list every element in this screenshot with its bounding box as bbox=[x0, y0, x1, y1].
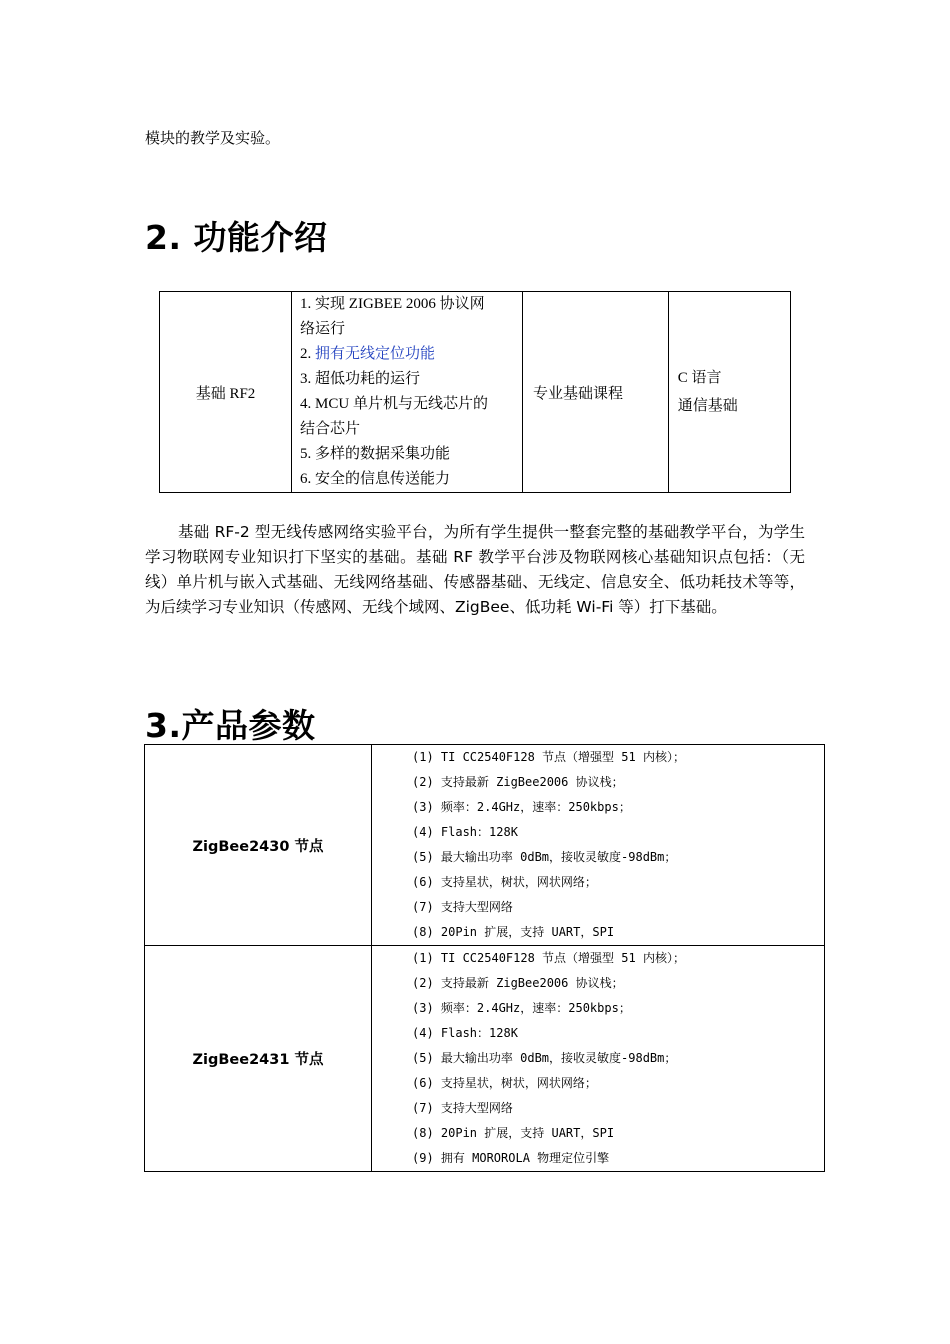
spec-line: (3) 频率：2.4GHz，速率：250kbps； bbox=[412, 1001, 631, 1015]
feature-line: 2. 拥有无线定位功能 bbox=[300, 346, 436, 362]
feature-line: 5. 多样的数据采集功能 bbox=[300, 446, 451, 462]
table-row bbox=[145, 745, 825, 946]
spec-line: (5) 最大输出功率 0dBm，接收灵敏度-98dBm； bbox=[412, 1051, 677, 1065]
feature-line: 1. 实现 ZIGBEE 2006 协议网 bbox=[300, 296, 485, 312]
node-name-cell bbox=[145, 745, 372, 946]
feature-line: 络运行 bbox=[300, 321, 346, 337]
spec-line: (8) 20Pin 扩展，支持 UART，SPI bbox=[412, 925, 615, 939]
feature-line: 6. 安全的信息传送能力 bbox=[300, 471, 451, 487]
intro-line: 模块的教学及实验。 bbox=[145, 129, 281, 147]
spec-line: (3) 频率：2.4GHz，速率：250kbps； bbox=[412, 800, 631, 814]
node-name-cell bbox=[145, 946, 372, 1172]
course-cell bbox=[523, 292, 669, 493]
spec-cell bbox=[372, 745, 825, 946]
spec-line: (7) 支持大型网络 bbox=[412, 900, 513, 914]
spec-line: (4) Flash：128K bbox=[412, 825, 518, 839]
spec-line: (1) TI CC2540F128 节点（增强型 51 内核）； bbox=[412, 750, 685, 764]
spec-line: (6) 支持星状，树状，网状网络； bbox=[412, 1076, 597, 1090]
spec-line: (9) 拥有 MOROROLA 物理定位引擎 bbox=[412, 1151, 610, 1165]
spec-line: (7) 支持大型网络 bbox=[412, 1101, 513, 1115]
feature-link-text: 拥有无线定位功能 bbox=[315, 346, 436, 362]
prereq-line: 通信基础 bbox=[677, 398, 738, 414]
product-params-table bbox=[144, 744, 825, 1172]
spec-cell bbox=[372, 946, 825, 1172]
node-name: ZigBee2430 节点 bbox=[192, 838, 324, 855]
features-cell bbox=[292, 292, 523, 493]
spec-line: (5) 最大输出功率 0dBm，接收灵敏度-98dBm； bbox=[412, 850, 677, 864]
feature-line: 4. MCU 单片机与无线芯片的 bbox=[300, 396, 488, 412]
feature-line: 结合芯片 bbox=[300, 421, 361, 437]
spec-line: (8) 20Pin 扩展，支持 UART，SPI bbox=[412, 1126, 615, 1140]
module-name-cell bbox=[160, 292, 292, 493]
spec-line: (1) TI CC2540F128 节点（增强型 51 内核）； bbox=[412, 951, 685, 965]
node-name: ZigBee2431 节点 bbox=[192, 1052, 324, 1068]
spec-line: (2) 支持最新 ZigBee2006 协议栈； bbox=[412, 775, 624, 789]
platform-description: 基础 RF-2 型无线传感网络实验平台，为所有学生提供一整套完整的基础教学平台，为学生学习物联网专业知识打下坚实的基础。基础 RF 教学平台涉及物联网核心基础知识点包括：（无线）单片机与嵌入式基础、无线网络基础、传感器基础、无线定、信息安全、低功耗技术等等，为后续学习专业知识（传感网、无线个域网、ZigBee、低功耗 Wi-Fi 等）打下基础。 bbox=[145, 523, 805, 616]
spec-line: (2) 支持最新 ZigBee2006 协议栈； bbox=[412, 976, 624, 990]
prereq-cell bbox=[668, 292, 790, 493]
function-table bbox=[159, 291, 791, 493]
prereq-line: C 语言 bbox=[677, 370, 722, 386]
feature-line: 3. 超低功耗的运行 bbox=[300, 371, 421, 387]
course-type: 专业基础课程 bbox=[533, 385, 624, 402]
spec-line: (4) Flash：128K bbox=[412, 1026, 518, 1040]
table-row bbox=[145, 946, 825, 1172]
module-name: 基础 RF2 bbox=[195, 385, 256, 402]
section-2-heading: 2. 功能介绍 bbox=[145, 218, 328, 257]
spec-line: (6) 支持星状，树状，网状网络； bbox=[412, 875, 597, 889]
features-list bbox=[300, 292, 514, 492]
section-3-heading: 3.产品参数 bbox=[145, 706, 316, 745]
